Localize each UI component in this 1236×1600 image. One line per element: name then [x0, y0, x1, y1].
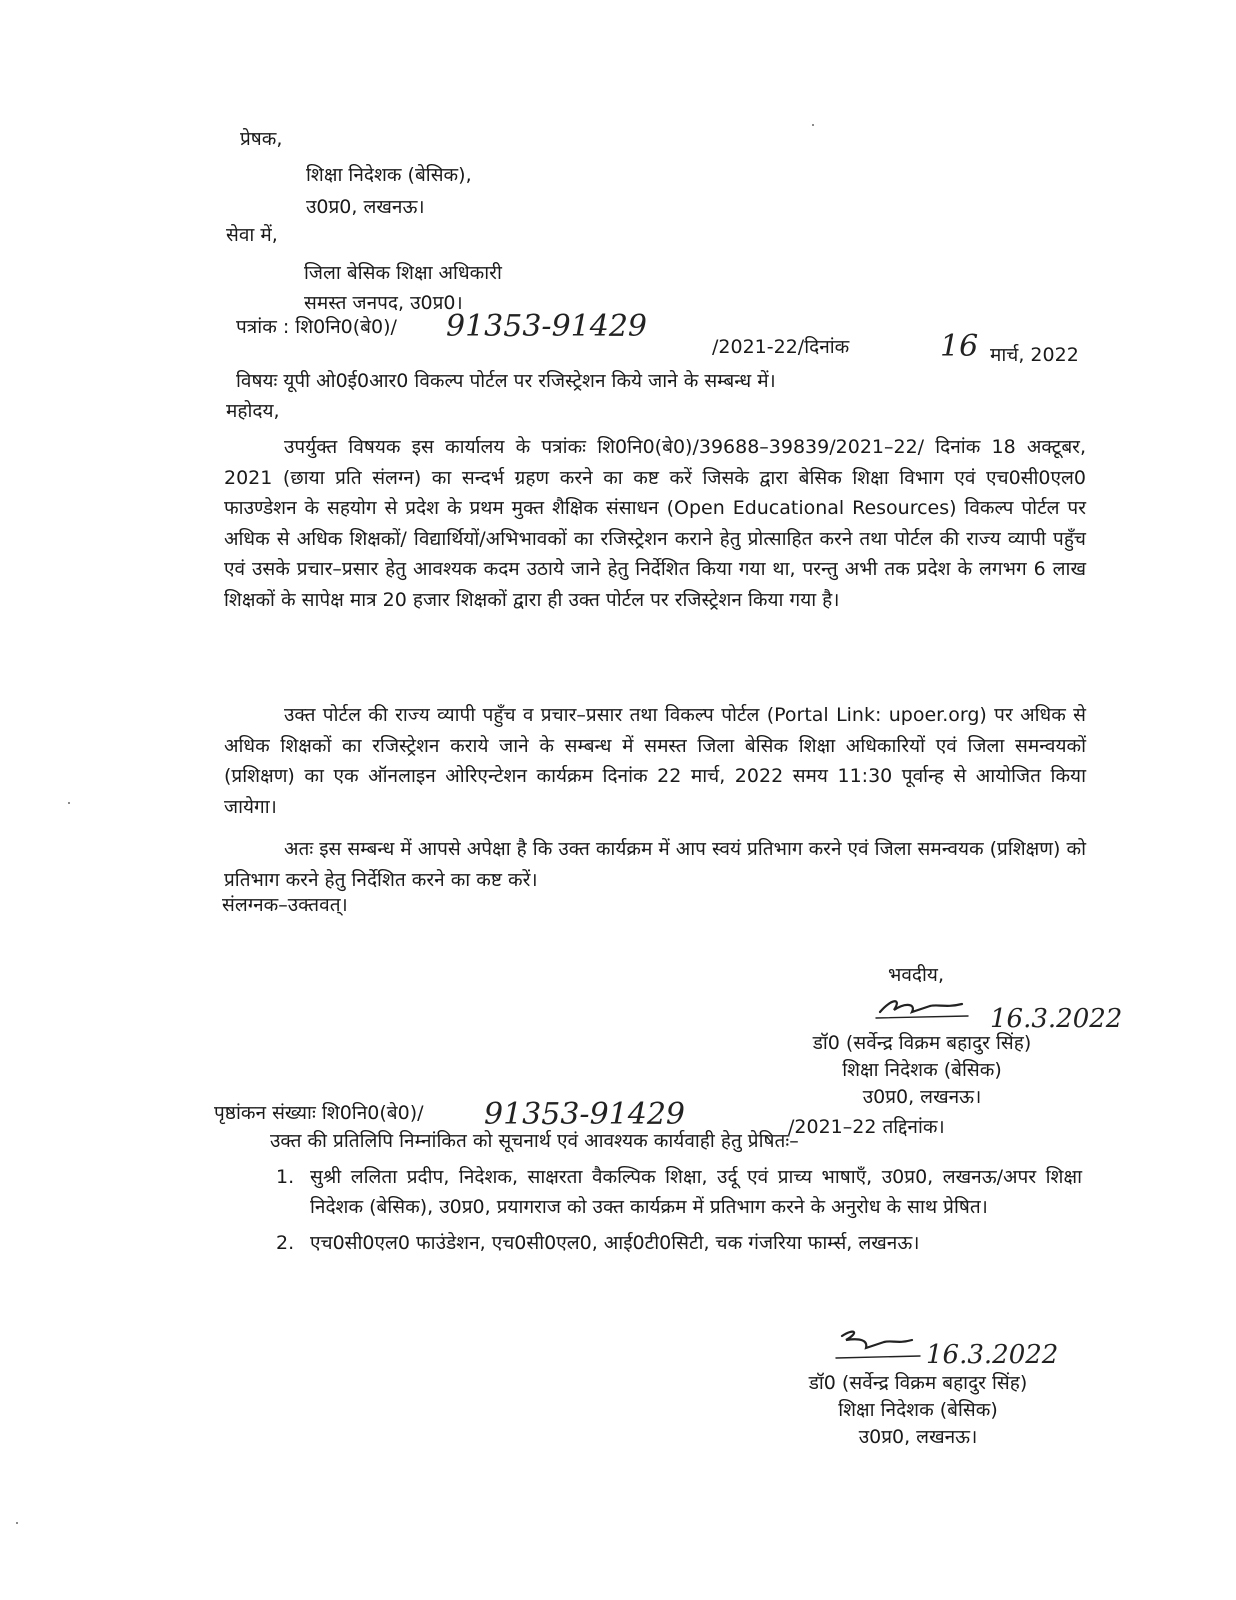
signatory-name: डॉ0 (सर्वेन्द्र विक्रम बहादुर सिंह) [808, 1372, 1028, 1394]
signature-date-handwritten-2: 16.3.2022 [926, 1340, 1059, 1370]
reference-month-year: मार्च, 2022 [990, 344, 1079, 366]
list-item [276, 1228, 1082, 1258]
signature-mark [872, 992, 972, 1022]
list-item-text: सुश्री ललिता प्रदीप, निदेशक, साक्षरता वैकल्पिक शिक्षा, उर्दू एवं प्राच्य भाषाएँ, उ0प्र0, लखनऊ/अपर शिक्षा निदेशक (बेसिक), उ0प्र0, प्रयागराज को उक्त कार्यक्रम में प्रतिभाग करने के अनुरोध के साथ प्रेषित। [310, 1166, 1082, 1218]
signature-mark-2 [832, 1326, 922, 1362]
copy-list [276, 1162, 1082, 1264]
body-paragraph-2 [224, 700, 1086, 822]
scan-speck [812, 124, 814, 126]
valediction: भवदीय, [888, 964, 944, 986]
signatory-block-2 [768, 1370, 1068, 1451]
paragraph-text: उपर्युक्त विषयक इस कार्यालय के पत्रांकः शि0नि0(बे0)/39688–39839/2021–22/ दिनांक 18 अक्टूबर, 2021 (छाया प्रति संलग्न) का सन्दर्भ ग्रहण करने का कष्ट करें जिसके द्वारा बेसिक शिक्षा विभाग एवं एच0सी0एल0 फाउण्डेशन के सहयोग से प्रदेश के प्रथम मुक्त शैक्षिक संसाधन (Open Educational Resources) विकल्प पोर्टल पर अधिक से अधिक शिक्षकों/ विद्यार्थियों/अभिभावकों का रजिस्ट्रेशन कराने हेतु प्रोत्साहित करने तथा पोर्टल की राज्य व्यापी पहुँच एवं उसके प्रचार–प्रसार हेतु आवश्यक कदम उठाये जाने हेतु निर्देशित किया गया था, परन्तु अभी तक प्रदेश के लगभग 6 लाख शिक्षकों के सापेक्ष मात्र 20 हजार शिक्षकों द्वारा ही उक्त पोर्टल पर रजिस्ट्रेशन किया गया है। [224, 436, 1087, 611]
recipient-label: सेवा में, [226, 224, 278, 246]
reference-prefix: पत्रांक : शि0नि0(बे0)/ [236, 316, 397, 338]
signatory-place: उ0प्र0, लखनऊ। [858, 1425, 978, 1448]
sender-location: उ0प्र0, लखनऊ। [306, 196, 425, 218]
signatory-name: डॉ0 (सर्वेन्द्र विक्रम बहादुर सिंह) [812, 1032, 1032, 1054]
scan-speck [68, 802, 70, 804]
scan-speck [16, 1522, 18, 1524]
signatory-place: उ0प्र0, लखनऊ। [862, 1085, 982, 1108]
paragraph-text: उक्त पोर्टल की राज्य व्यापी पहुँच व प्रचार–प्रसार तथा विकल्प पोर्टल (Portal Link: upoer.org) पर अधिक से अधिक शिक्षकों का रजिस्ट्रेशन कराये जाने के सम्बन्ध में समस्त जिला बेसिक शिक्षा अधिकारियों एवं जिला समन्वयकों (प्रशिक्षण) का एक ऑनलाइन ओरिएन्टेशन कार्यक्रम दिनांक 22 मार्च, 2022 समय 11:30 पूर्वान्ह से आयोजित किया जायेगा। [224, 704, 1086, 818]
endorsement-number-handwritten: 91353-91429 [484, 1097, 686, 1132]
body-paragraph-1 [224, 432, 1086, 615]
signature-date-handwritten: 16.3.2022 [990, 1004, 1123, 1034]
salutation: महोदय, [226, 400, 280, 422]
body-paragraph-3 [224, 834, 1086, 895]
enclosure-note: संलग्नक–उक्तवत्। [222, 894, 348, 916]
recipient-location: समस्त जनपद, उ0प्र0। [304, 292, 463, 314]
endorsement-suffix: /2021–22 तद्दिनांक। [788, 1116, 945, 1138]
endorsement-intro: उक्त की प्रतिलिपि निम्नांकित को सूचनार्थ एवं आवश्यक कार्यवाही हेतु प्रेषितः– [270, 1130, 799, 1152]
signatory-designation: शिक्षा निदेशक (बेसिक) [838, 1398, 998, 1421]
list-item-text: एच0सी0एल0 फाउंडेशन, एच0सी0एल0, आई0टी0सिटी, चक गंजरिया फार्म्स, लखनऊ। [310, 1232, 920, 1254]
signatory-block [782, 1030, 1062, 1111]
paragraph-text: अतः इस सम्बन्ध में आपसे अपेक्षा है कि उक्त कार्यक्रम में आप स्वयं प्रतिभाग करने एवं जिला समन्वयक (प्रशिक्षण) को प्रतिभाग करने हेतु निर्देशित करने का कष्ट करें। [224, 838, 1087, 891]
reference-year: /2021-22/दिनांक [712, 336, 850, 358]
list-item [276, 1162, 1082, 1222]
sender-designation: शिक्षा निदेशक (बेसिक), [306, 164, 472, 186]
endorsement-prefix: पृष्ठांकन संख्याः शि0नि0(बे0)/ [214, 1102, 424, 1124]
sender-label: प्रेषक, [240, 128, 283, 150]
reference-number-handwritten: 91353-91429 [446, 309, 648, 344]
subject-line: विषयः यूपी ओ0ई0आर0 विकल्प पोर्टल पर रजिस्ट्रेशन किये जाने के सम्बन्ध में। [236, 370, 776, 392]
reference-day-handwritten: 16 [940, 329, 979, 364]
signatory-designation: शिक्षा निदेशक (बेसिक) [842, 1058, 1002, 1081]
list-item-number: 1. [276, 1166, 295, 1188]
recipient-designation: जिला बेसिक शिक्षा अधिकारी [304, 262, 502, 284]
list-item-number: 2. [276, 1232, 295, 1254]
